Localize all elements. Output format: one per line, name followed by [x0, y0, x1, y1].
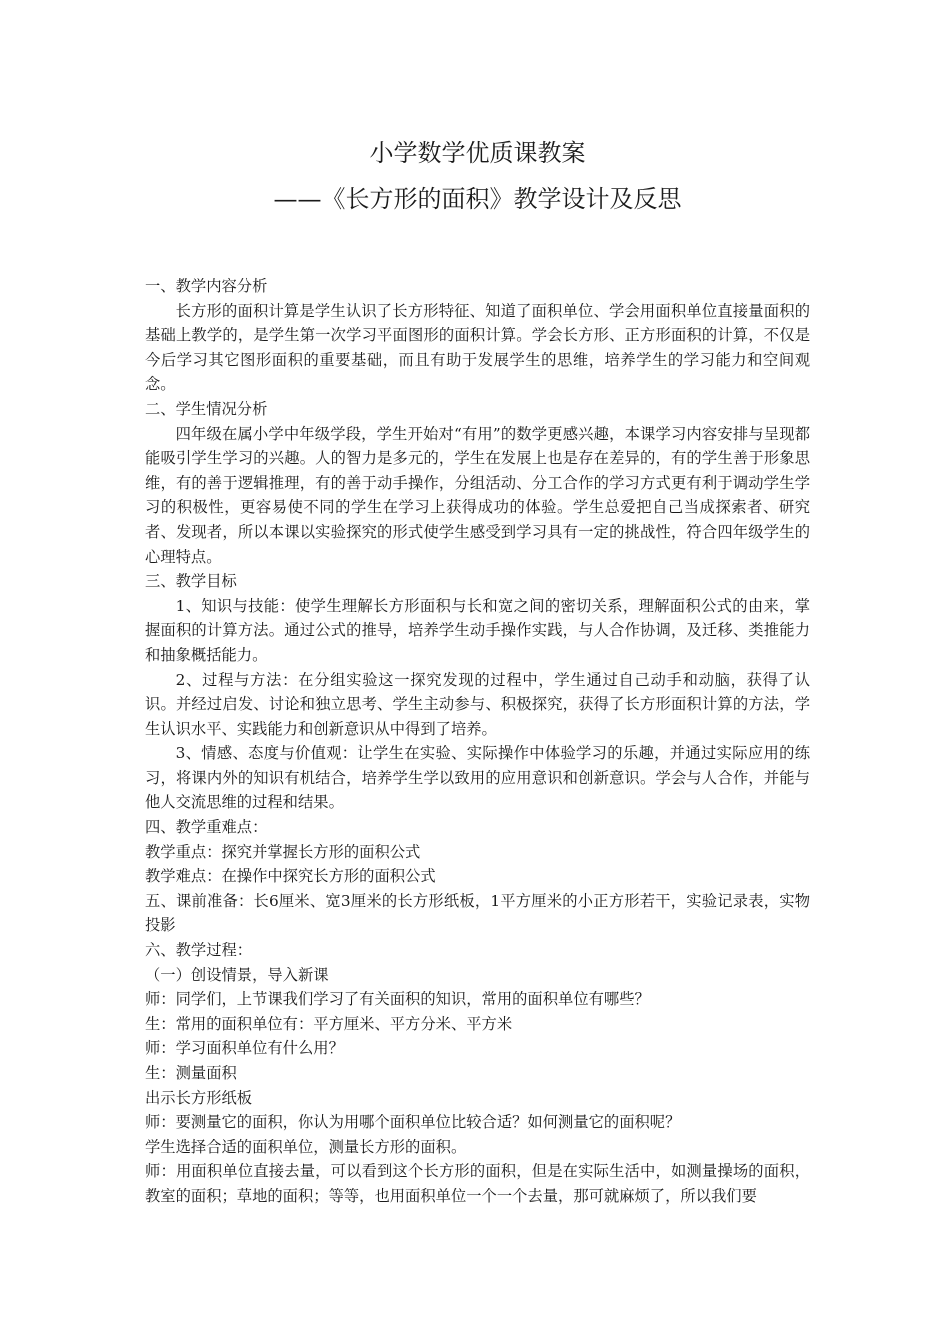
- paragraph: 生：测量面积: [145, 1064, 237, 1082]
- paragraph: 师：用面积单位直接去量，可以看到这个长方形的面积，但是在实际生活中，如测量操场的面积，教室的面积；草地的面积；等等，也用面积单位一个一个去量，那可就麻烦了，所以我们要: [145, 1162, 810, 1205]
- paragraph: 教学难点：在操作中探究长方形的面积公式: [145, 867, 436, 886]
- paragraph: 师：要测量它的面积，你认为用哪个面积单位比较合适？如何测量它的面积呢？: [145, 1113, 681, 1132]
- document-subtitle: ——《长方形的面积》教学设计及反思: [273, 185, 682, 213]
- paragraph: 学生选择合适的面积单位，测量长方形的面积。: [145, 1137, 467, 1156]
- paragraph: （一）创设情景，导入新课: [145, 965, 329, 984]
- paragraph: 长方形的面积计算是学生认识了长方形特征、知道了面积单位、学会用面积单位直接量面积的基础上教学的，是学生第一次学习平面图形的面积计算。学会长方形、正方形面积的计算，不仅是今后学习其它图形面积的重要基础，而且有助于发展学生的思维，培养学生的学习能力和空间观念。: [145, 301, 810, 394]
- paragraph: 生：常用的面积单位有：平方厘米、平方分米、平方米: [145, 1014, 513, 1033]
- paragraph: 3、情感、态度与价值观：让学生在实验、实际操作中体验学习的乐趣，并通过实际应用的练习，将课内外的知识有机结合，培养学生学以致用的应用意识和创新意识。学会与人合作，并能与他人交流思维的过程和结果。: [145, 744, 810, 812]
- document-page: [145, 130, 810, 1209]
- paragraph: 1、知识与技能：使学生理解长方形面积与长和宽之间的密切关系，理解面积公式的由来，掌握面积的计算方法。通过公式的推导，培养学生动手操作实践，与人合作协调，及迁移、类推能力和抽象概括能力。: [145, 596, 810, 664]
- paragraph: 师：同学们，上节课我们学习了有关面积的知识，常用的面积单位有哪些？: [145, 990, 650, 1009]
- paragraph: 四年级在属小学中年级学段，学生开始对“有用”的数学更感兴趣，本课学习内容安排与呈现都能吸引学生学习的兴趣。人的智力是多元的，学生在发展上也是存在差异的，有的学生善于形象思维，有的善于逻辑推理，有的善于动手操作，分组活动、分工合作的学习方式更有利于调动学生学习的积极性，更容易使不同的学生在学习上获得成功的体验。学生总爱把自己当成探索者、研究者、发现者，所以本课以实验探究的形式使学生感受到学习具有一定的挑战性，符合四年级学生的心理特点。: [145, 424, 810, 566]
- paragraph: 师：学习面积单位有什么用？: [145, 1039, 344, 1058]
- paragraph: 一、教学内容分析: [145, 277, 268, 295]
- paragraph: 出示长方形纸板: [145, 1088, 253, 1107]
- paragraph: 教学重点：探究并掌握长方形的面积公式: [145, 842, 421, 861]
- paragraph: 2、过程与方法：在分组实验这一探究发现的过程中，学生通过自己动手和动脑，获得了认识。并经过启发、讨论和独立思考、学生主动参与、积极探究，获得了长方形面积计算的方法，学生认识水平、实践能力和创新意识从中得到了培养。: [145, 670, 810, 738]
- paragraph: 二、学生情况分析: [145, 399, 268, 418]
- paragraph: 六、教学过程：: [145, 941, 253, 960]
- paragraph: 三、教学目标: [145, 572, 237, 591]
- document-body: [145, 274, 810, 1209]
- paragraph: 四、教学重难点：: [145, 818, 268, 837]
- paragraph: 五、课前准备：长6厘米、宽3厘米的长方形纸板，1平方厘米的小正方形若干，实验记录表，实物投影: [145, 891, 810, 935]
- document-title: 小学数学优质课教案: [369, 139, 586, 167]
